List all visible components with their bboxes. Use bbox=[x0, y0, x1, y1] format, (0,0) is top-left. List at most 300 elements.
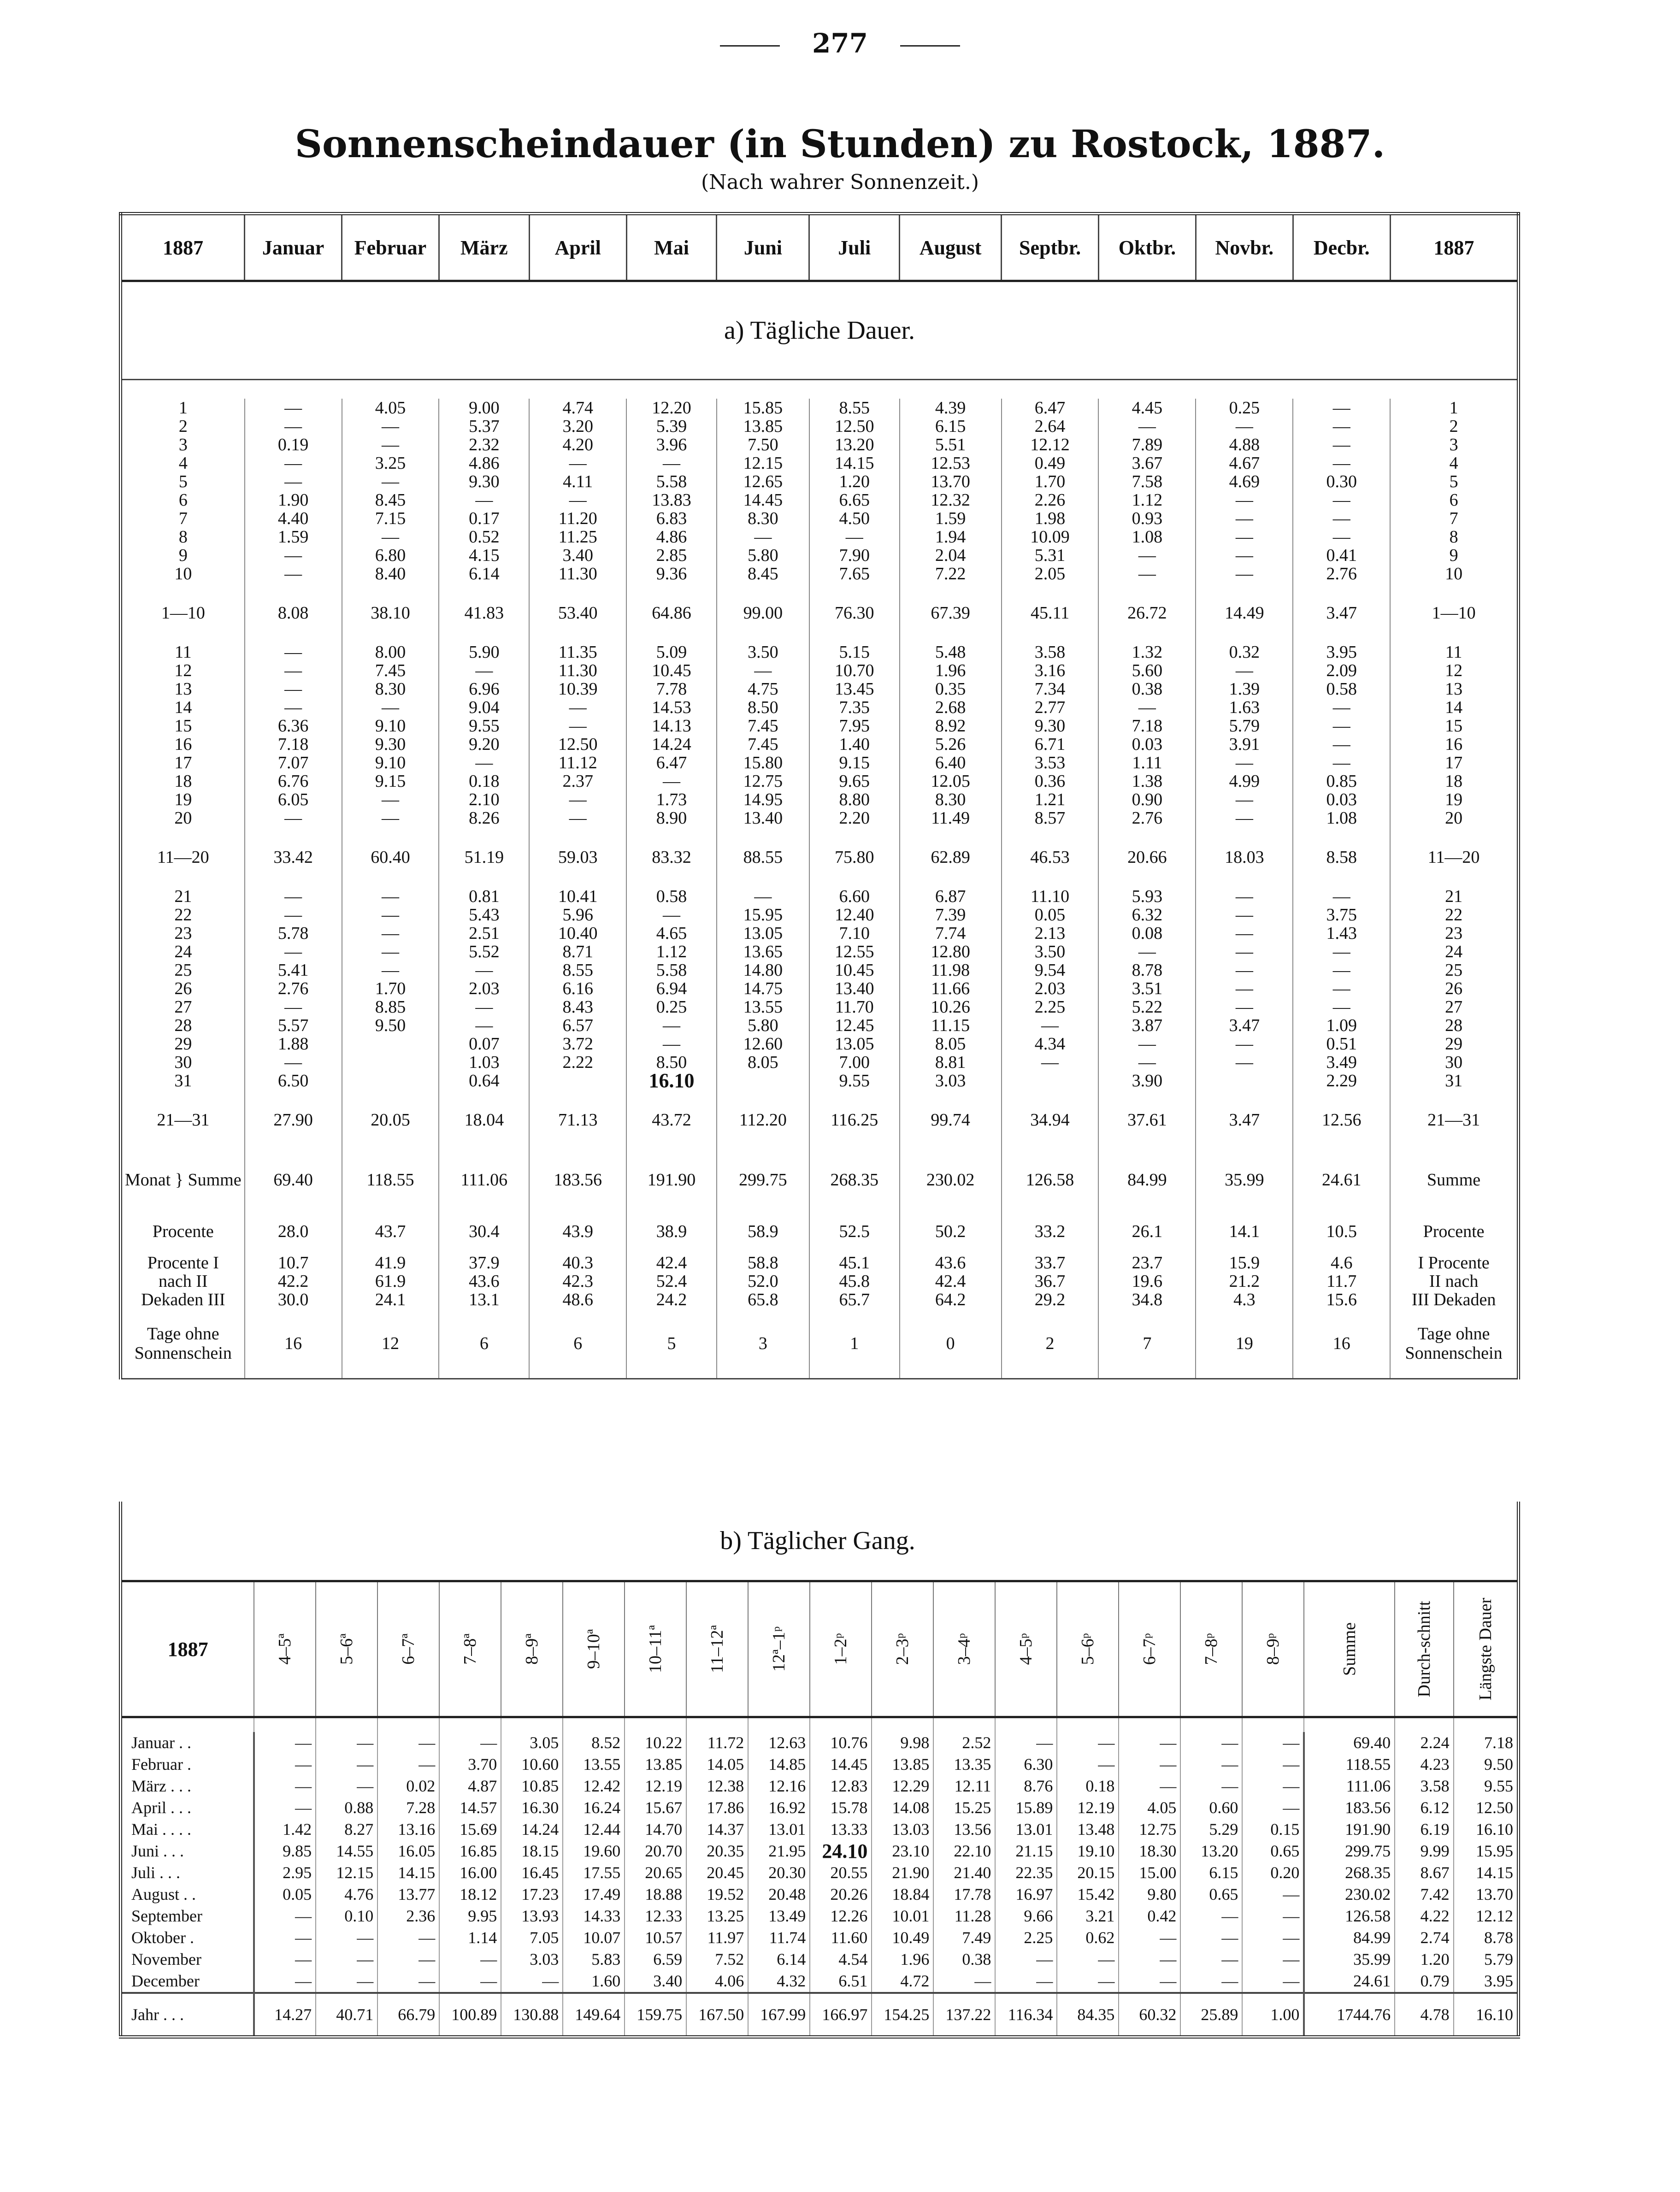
hour-header bbox=[1242, 1581, 1304, 1717]
hour-cell: — bbox=[1242, 1927, 1304, 1949]
decade-sum-cell: 18.03 bbox=[1196, 827, 1293, 887]
day-cell: 2.85 bbox=[626, 546, 717, 565]
day-cell: 13.40 bbox=[717, 809, 809, 827]
day-label-right: 30 bbox=[1445, 1053, 1463, 1072]
day-row bbox=[121, 790, 1519, 809]
day-row bbox=[121, 924, 1519, 943]
spacer-b bbox=[316, 1717, 377, 1732]
day-cell: 2.29 bbox=[1293, 1072, 1390, 1090]
day-cell: 13.05 bbox=[717, 924, 809, 943]
hour-cell: 21.90 bbox=[872, 1862, 933, 1884]
hour-cell: — bbox=[254, 1949, 316, 1970]
day-cell: 12.55 bbox=[809, 943, 900, 961]
hour-cell: 24.61 bbox=[1304, 1970, 1395, 1993]
day-label-right: 1 bbox=[1449, 399, 1458, 417]
dekaden-text: Procente bbox=[147, 1254, 209, 1272]
day-cell bbox=[342, 1072, 439, 1090]
decade-sum-cell: 43.72 bbox=[626, 1090, 717, 1150]
day-cell: — bbox=[1293, 454, 1390, 472]
day-cell: 2.03 bbox=[439, 979, 529, 998]
jahr-row bbox=[121, 1993, 1519, 2037]
decade-sum-cell: 62.89 bbox=[900, 827, 1002, 887]
day-cell: — bbox=[529, 454, 626, 472]
hour-cell: — bbox=[1180, 1927, 1242, 1949]
day-cell: — bbox=[1196, 887, 1293, 906]
day-row bbox=[121, 887, 1519, 906]
procente-cell: 58.9 bbox=[717, 1210, 809, 1254]
day-label-right: 26 bbox=[1445, 979, 1463, 998]
decade-sum-cell: 64.86 bbox=[626, 583, 717, 643]
dekaden-row bbox=[121, 1290, 1519, 1309]
hour-cell: 0.42 bbox=[1119, 1905, 1180, 1927]
day-cell: 0.05 bbox=[1002, 906, 1099, 924]
day-cell: 1.40 bbox=[809, 735, 900, 754]
day-cell: — bbox=[1196, 943, 1293, 961]
day-row bbox=[121, 979, 1519, 998]
hour-cell: 12.19 bbox=[625, 1775, 686, 1797]
day-cell: — bbox=[1196, 790, 1293, 809]
day-cell: — bbox=[342, 906, 439, 924]
day-cell: 4.65 bbox=[626, 924, 717, 943]
jahr-cell: 60.32 bbox=[1119, 1993, 1180, 2037]
procente-cell: 43.7 bbox=[342, 1210, 439, 1254]
hour-header bbox=[872, 1581, 933, 1717]
hour-cell: 20.26 bbox=[810, 1884, 872, 1905]
hour-cell: — bbox=[995, 1732, 1057, 1754]
month-name: Juni . . . bbox=[121, 1840, 254, 1862]
month-row bbox=[121, 1970, 1519, 1993]
day-label: 18 bbox=[121, 772, 245, 790]
hour-cell: 3.21 bbox=[1057, 1905, 1119, 1927]
day-cell: 3.95 bbox=[1293, 643, 1390, 661]
day-cell: 10.09 bbox=[1002, 528, 1099, 546]
day-label: 22 bbox=[121, 906, 245, 924]
day-cell: — bbox=[1196, 491, 1293, 509]
stat-label: Summe bbox=[1339, 1622, 1359, 1676]
dekaden-text: Dekaden bbox=[141, 1290, 204, 1309]
dekaden-cell: 4.6 bbox=[1293, 1254, 1390, 1272]
hour-cell: 15.78 bbox=[810, 1797, 872, 1819]
day-cell: 6.05 bbox=[245, 790, 342, 809]
day-cell: 6.71 bbox=[1002, 735, 1099, 754]
ohne-cell: 19 bbox=[1196, 1309, 1293, 1379]
hour-cell: 118.55 bbox=[1304, 1754, 1395, 1775]
day-label-right: 23 bbox=[1445, 924, 1463, 943]
day-cell: 3.49 bbox=[1293, 1053, 1390, 1072]
day-cell: 9.54 bbox=[1002, 961, 1099, 979]
ohne-label-right bbox=[1390, 1309, 1518, 1379]
hour-cell: 0.18 bbox=[1057, 1775, 1119, 1797]
day-row bbox=[121, 1016, 1519, 1035]
day-cell: 7.18 bbox=[245, 735, 342, 754]
month-header: Mai bbox=[626, 214, 717, 281]
hour-cell: — bbox=[377, 1970, 439, 1993]
day-cell bbox=[717, 1072, 809, 1090]
day-cell: 3.72 bbox=[529, 1035, 626, 1053]
day-cell: — bbox=[342, 417, 439, 436]
day-cell: 12.60 bbox=[717, 1035, 809, 1053]
day-cell: 5.58 bbox=[626, 472, 717, 491]
year-header-b: 1887 bbox=[121, 1581, 254, 1717]
hour-cell: 6.51 bbox=[810, 1970, 872, 1993]
day-cell: 1.73 bbox=[626, 790, 717, 809]
day-cell: 3.40 bbox=[529, 546, 626, 565]
day-cell: 5.80 bbox=[717, 1016, 809, 1035]
hour-cell: 1.96 bbox=[872, 1949, 933, 1970]
day-cell: 8.55 bbox=[529, 961, 626, 979]
hour-cell: — bbox=[1180, 1970, 1242, 1993]
hour-cell: 20.30 bbox=[748, 1862, 810, 1884]
day-cell: 9.04 bbox=[439, 698, 529, 717]
day-cell: 14.13 bbox=[626, 717, 717, 735]
hour-cell: 84.99 bbox=[1304, 1927, 1395, 1949]
day-row bbox=[121, 809, 1519, 827]
month-row bbox=[121, 1949, 1519, 1970]
month-row bbox=[121, 1775, 1519, 1797]
day-cell: 15.80 bbox=[717, 754, 809, 772]
day-cell: 6.16 bbox=[529, 979, 626, 998]
hour-cell: — bbox=[254, 1732, 316, 1754]
day-row bbox=[121, 491, 1519, 509]
dekaden-label-right bbox=[1390, 1272, 1518, 1290]
hour-cell: 18.15 bbox=[501, 1840, 563, 1862]
day-cell: 1.96 bbox=[900, 661, 1002, 680]
day-cell: 10.39 bbox=[529, 680, 626, 698]
day-cell: 3.47 bbox=[1196, 1016, 1293, 1035]
day-cell: — bbox=[1293, 509, 1390, 528]
day-cell: — bbox=[1196, 998, 1293, 1016]
day-cell: 6.57 bbox=[529, 1016, 626, 1035]
day-row bbox=[121, 735, 1519, 754]
procente-label: Procente bbox=[121, 1210, 245, 1254]
hour-cell: 15.69 bbox=[439, 1819, 501, 1840]
decade-sum-cell: 8.58 bbox=[1293, 827, 1390, 887]
day-cell: 0.35 bbox=[900, 680, 1002, 698]
summe-text: Summe bbox=[188, 1170, 242, 1190]
day-cell: 9.30 bbox=[1002, 717, 1099, 735]
hour-cell: 14.08 bbox=[872, 1797, 933, 1819]
day-cell: 1.70 bbox=[342, 979, 439, 998]
day-label: 17 bbox=[121, 754, 245, 772]
day-cell: 4.99 bbox=[1196, 772, 1293, 790]
day-label: 14 bbox=[121, 698, 245, 717]
day-cell: 1.59 bbox=[900, 509, 1002, 528]
hour-cell: 10.49 bbox=[872, 1927, 933, 1949]
day-cell: 1.70 bbox=[1002, 472, 1099, 491]
day-cell: 0.03 bbox=[1098, 735, 1196, 754]
day-cell: — bbox=[245, 809, 342, 827]
day-cell: 7.89 bbox=[1098, 436, 1196, 454]
hour-cell: 12.38 bbox=[686, 1775, 748, 1797]
hour-cell: 20.48 bbox=[748, 1884, 810, 1905]
ohne-cell: 16 bbox=[245, 1309, 342, 1379]
day-row bbox=[121, 509, 1519, 528]
decade-sum-cell: 27.90 bbox=[245, 1090, 342, 1150]
day-label-right: 13 bbox=[1445, 680, 1463, 698]
hour-cell: 18.84 bbox=[872, 1884, 933, 1905]
day-cell: 7.78 bbox=[626, 680, 717, 698]
month-header: Juli bbox=[809, 214, 900, 281]
hour-label: 9–10ª bbox=[584, 1629, 604, 1669]
hour-cell: 9.99 bbox=[1395, 1840, 1454, 1862]
day-cell: 0.51 bbox=[1293, 1035, 1390, 1053]
hour-cell: 10.01 bbox=[872, 1905, 933, 1927]
ohne-cell: 12 bbox=[342, 1309, 439, 1379]
spacer-b bbox=[1057, 1717, 1119, 1732]
hour-cell: — bbox=[1242, 1884, 1304, 1905]
day-cell: 9.55 bbox=[439, 717, 529, 735]
day-cell: 7.22 bbox=[900, 565, 1002, 583]
hour-cell: — bbox=[1057, 1949, 1119, 1970]
day-cell: 1.20 bbox=[809, 472, 900, 491]
dekaden-cell: 42.2 bbox=[245, 1272, 342, 1290]
summe-cell: 299.75 bbox=[717, 1150, 809, 1210]
hour-cell: 10.60 bbox=[501, 1754, 563, 1775]
decade-sum-cell: 60.40 bbox=[342, 827, 439, 887]
hour-cell: — bbox=[377, 1732, 439, 1754]
day-label: 20 bbox=[121, 809, 245, 827]
day-cell: 3.25 bbox=[342, 454, 439, 472]
procente-cell: 10.5 bbox=[1293, 1210, 1390, 1254]
hour-cell: 1.14 bbox=[439, 1927, 501, 1949]
day-cell: 7.95 bbox=[809, 717, 900, 735]
monat-label: Monat bbox=[125, 1170, 171, 1190]
month-header: Septbr. bbox=[1002, 214, 1099, 281]
day-label: 10 bbox=[121, 565, 245, 583]
day-cell: 2.13 bbox=[1002, 924, 1099, 943]
hour-cell: 14.24 bbox=[501, 1819, 563, 1840]
day-cell: 4.74 bbox=[529, 399, 626, 417]
hour-cell: 10.85 bbox=[501, 1775, 563, 1797]
day-cell: 0.41 bbox=[1293, 546, 1390, 565]
day-cell: 0.36 bbox=[1002, 772, 1099, 790]
day-cell: 6.40 bbox=[900, 754, 1002, 772]
hour-label: 8–9ª bbox=[522, 1633, 542, 1665]
hour-cell: 2.25 bbox=[995, 1927, 1057, 1949]
day-row bbox=[121, 772, 1519, 790]
day-cell: 6.65 bbox=[809, 491, 900, 509]
day-cell: — bbox=[245, 1053, 342, 1072]
summe-label-right bbox=[1390, 1150, 1518, 1210]
day-cell: 8.50 bbox=[717, 698, 809, 717]
hour-cell: 11.74 bbox=[748, 1927, 810, 1949]
day-cell: 6.60 bbox=[809, 887, 900, 906]
dekaden-cell: 45.1 bbox=[809, 1254, 900, 1272]
day-cell: — bbox=[1293, 754, 1390, 772]
hour-cell: — bbox=[377, 1754, 439, 1775]
day-cell: — bbox=[245, 643, 342, 661]
day-label: 1 bbox=[121, 399, 245, 417]
dekaden-cell: 19.6 bbox=[1098, 1272, 1196, 1290]
day-label: 21—31 bbox=[121, 1090, 245, 1150]
hour-cell: 17.86 bbox=[686, 1797, 748, 1819]
hour-cell: 7.42 bbox=[1395, 1884, 1454, 1905]
day-cell: — bbox=[1196, 961, 1293, 979]
day-cell: 14.75 bbox=[717, 979, 809, 998]
month-row bbox=[121, 1732, 1519, 1754]
hour-cell: 9.80 bbox=[1119, 1884, 1180, 1905]
dekaden-cell: 24.1 bbox=[342, 1290, 439, 1309]
hour-cell: 14.85 bbox=[748, 1754, 810, 1775]
day-cell: 4.15 bbox=[439, 546, 529, 565]
day-cell: — bbox=[626, 906, 717, 924]
decade-sum-cell: 12.56 bbox=[1293, 1090, 1390, 1150]
dekaden-cell: 4.3 bbox=[1196, 1290, 1293, 1309]
hour-cell: — bbox=[316, 1754, 377, 1775]
decade-sum-cell: 3.47 bbox=[1196, 1090, 1293, 1150]
day-label-right: 6 bbox=[1449, 491, 1458, 509]
day-cell: 6.50 bbox=[245, 1072, 342, 1090]
year-header-right: 1887 bbox=[1390, 214, 1518, 281]
jahr-cell: 149.64 bbox=[563, 1993, 625, 2037]
day-cell: 0.19 bbox=[245, 436, 342, 454]
hour-label: 1–2ᵖ bbox=[831, 1633, 851, 1665]
spacer-row-b bbox=[121, 1717, 1519, 1732]
day-cell: 6.83 bbox=[626, 509, 717, 528]
decade-sum-cell: 112.20 bbox=[717, 1090, 809, 1150]
day-cell: — bbox=[439, 754, 529, 772]
day-row bbox=[121, 436, 1519, 454]
hour-cell: 5.79 bbox=[1454, 1949, 1519, 1970]
day-cell: 2.04 bbox=[900, 546, 1002, 565]
hour-cell: 2.36 bbox=[377, 1905, 439, 1927]
day-cell: — bbox=[1293, 528, 1390, 546]
day-cell: — bbox=[1196, 906, 1293, 924]
day-label: 21 bbox=[121, 887, 245, 906]
jahr-cell: 84.35 bbox=[1057, 1993, 1119, 2037]
day-row bbox=[121, 1072, 1519, 1090]
hour-label: 6–7ᵖ bbox=[1140, 1633, 1160, 1665]
hour-cell: — bbox=[501, 1970, 563, 1993]
hour-cell: 12.12 bbox=[1454, 1905, 1519, 1927]
spacer-b bbox=[810, 1717, 872, 1732]
day-label-right: 17 bbox=[1445, 754, 1463, 772]
hour-cell: 19.60 bbox=[563, 1840, 625, 1862]
day-label-right: 11 bbox=[1445, 643, 1462, 661]
decade-sum-cell: 53.40 bbox=[529, 583, 626, 643]
ohne-cell: 2 bbox=[1002, 1309, 1099, 1379]
day-label: 11 bbox=[121, 643, 245, 661]
hour-cell: 4.22 bbox=[1395, 1905, 1454, 1927]
day-label: 4 bbox=[121, 454, 245, 472]
procente-cell: 38.9 bbox=[626, 1210, 717, 1254]
hour-cell: 14.05 bbox=[686, 1754, 748, 1775]
hour-cell: 15.25 bbox=[933, 1797, 995, 1819]
hour-header bbox=[748, 1581, 810, 1717]
procente-cell: 33.2 bbox=[1002, 1210, 1099, 1254]
day-cell: 5.60 bbox=[1098, 661, 1196, 680]
day-cell: 12.65 bbox=[717, 472, 809, 491]
hour-header bbox=[810, 1581, 872, 1717]
day-cell: 15.85 bbox=[717, 399, 809, 417]
day-row bbox=[121, 717, 1519, 735]
day-label-right: 14 bbox=[1445, 698, 1463, 717]
ohne-line-1-right: Tage ohne bbox=[1417, 1324, 1490, 1343]
hour-cell: 0.60 bbox=[1180, 1797, 1242, 1819]
dekaden-cell: 52.4 bbox=[626, 1272, 717, 1290]
day-row bbox=[121, 661, 1519, 680]
day-cell: 12.80 bbox=[900, 943, 1002, 961]
day-cell: 1.90 bbox=[245, 491, 342, 509]
hour-cell: — bbox=[316, 1970, 377, 1993]
ohne-cell: 3 bbox=[717, 1309, 809, 1379]
day-label-right: 24 bbox=[1445, 943, 1463, 961]
dekaden-text-right: nach bbox=[1445, 1272, 1479, 1290]
spacer-b bbox=[1242, 1717, 1304, 1732]
day-cell: 8.50 bbox=[626, 1053, 717, 1072]
day-cell: 11.20 bbox=[529, 509, 626, 528]
day-label-right: 5 bbox=[1449, 472, 1458, 491]
day-cell: — bbox=[1002, 1016, 1099, 1035]
day-cell: 14.15 bbox=[809, 454, 900, 472]
hour-cell: 2.24 bbox=[1395, 1732, 1454, 1754]
day-cell: 0.58 bbox=[1293, 680, 1390, 698]
ohne-cell: 5 bbox=[626, 1309, 717, 1379]
hour-cell: 9.85 bbox=[254, 1840, 316, 1862]
hour-cell: 13.01 bbox=[748, 1819, 810, 1840]
hour-cell: — bbox=[1242, 1732, 1304, 1754]
day-cell: 5.48 bbox=[900, 643, 1002, 661]
day-label-right: 16 bbox=[1445, 735, 1463, 754]
day-label: 15 bbox=[121, 717, 245, 735]
dekaden-cell: 36.7 bbox=[1002, 1272, 1099, 1290]
day-cell: 0.38 bbox=[1098, 680, 1196, 698]
day-cell: 12.32 bbox=[900, 491, 1002, 509]
stat-label: Durch-schnitt bbox=[1414, 1601, 1434, 1697]
summe-row bbox=[121, 1150, 1519, 1210]
day-cell: — bbox=[1293, 436, 1390, 454]
day-cell: 4.75 bbox=[717, 680, 809, 698]
procente-cell: 50.2 bbox=[900, 1210, 1002, 1254]
day-cell: 4.20 bbox=[529, 436, 626, 454]
day-label-right: 9 bbox=[1449, 546, 1458, 565]
day-cell: 11.30 bbox=[529, 565, 626, 583]
hour-cell: 14.70 bbox=[625, 1819, 686, 1840]
month-header: Juni bbox=[717, 214, 809, 281]
day-cell: 8.30 bbox=[900, 790, 1002, 809]
day-cell: — bbox=[529, 717, 626, 735]
hour-cell: — bbox=[1242, 1754, 1304, 1775]
dekaden-label-right bbox=[1390, 1290, 1518, 1309]
decade-sum-cell: 76.30 bbox=[809, 583, 900, 643]
dekaden-cell: 43.6 bbox=[900, 1254, 1002, 1272]
day-cell: 8.81 bbox=[900, 1053, 1002, 1072]
day-cell: — bbox=[245, 472, 342, 491]
day-cell: 8.90 bbox=[626, 809, 717, 827]
day-cell: — bbox=[245, 998, 342, 1016]
hour-cell: 4.32 bbox=[748, 1970, 810, 1993]
day-label: 24 bbox=[121, 943, 245, 961]
day-cell: 8.80 bbox=[809, 790, 900, 809]
hour-cell: 18.30 bbox=[1119, 1840, 1180, 1862]
decade-sum-cell: 99.74 bbox=[900, 1090, 1002, 1150]
day-cell: 9.30 bbox=[342, 735, 439, 754]
hour-cell: 13.77 bbox=[377, 1884, 439, 1905]
procente-cell: 43.9 bbox=[529, 1210, 626, 1254]
day-cell bbox=[1196, 1072, 1293, 1090]
day-label: 13 bbox=[121, 680, 245, 698]
dekaden-label-right bbox=[1390, 1254, 1518, 1272]
day-cell: — bbox=[529, 491, 626, 509]
hour-cell: 6.14 bbox=[748, 1949, 810, 1970]
day-row bbox=[121, 906, 1519, 924]
day-cell: 1.08 bbox=[1098, 528, 1196, 546]
day-label-right: 1—10 bbox=[1432, 603, 1476, 623]
day-cell: 8.05 bbox=[717, 1053, 809, 1072]
day-cell bbox=[529, 1072, 626, 1090]
day-cell: 4.45 bbox=[1098, 399, 1196, 417]
day-cell: 0.93 bbox=[1098, 509, 1196, 528]
